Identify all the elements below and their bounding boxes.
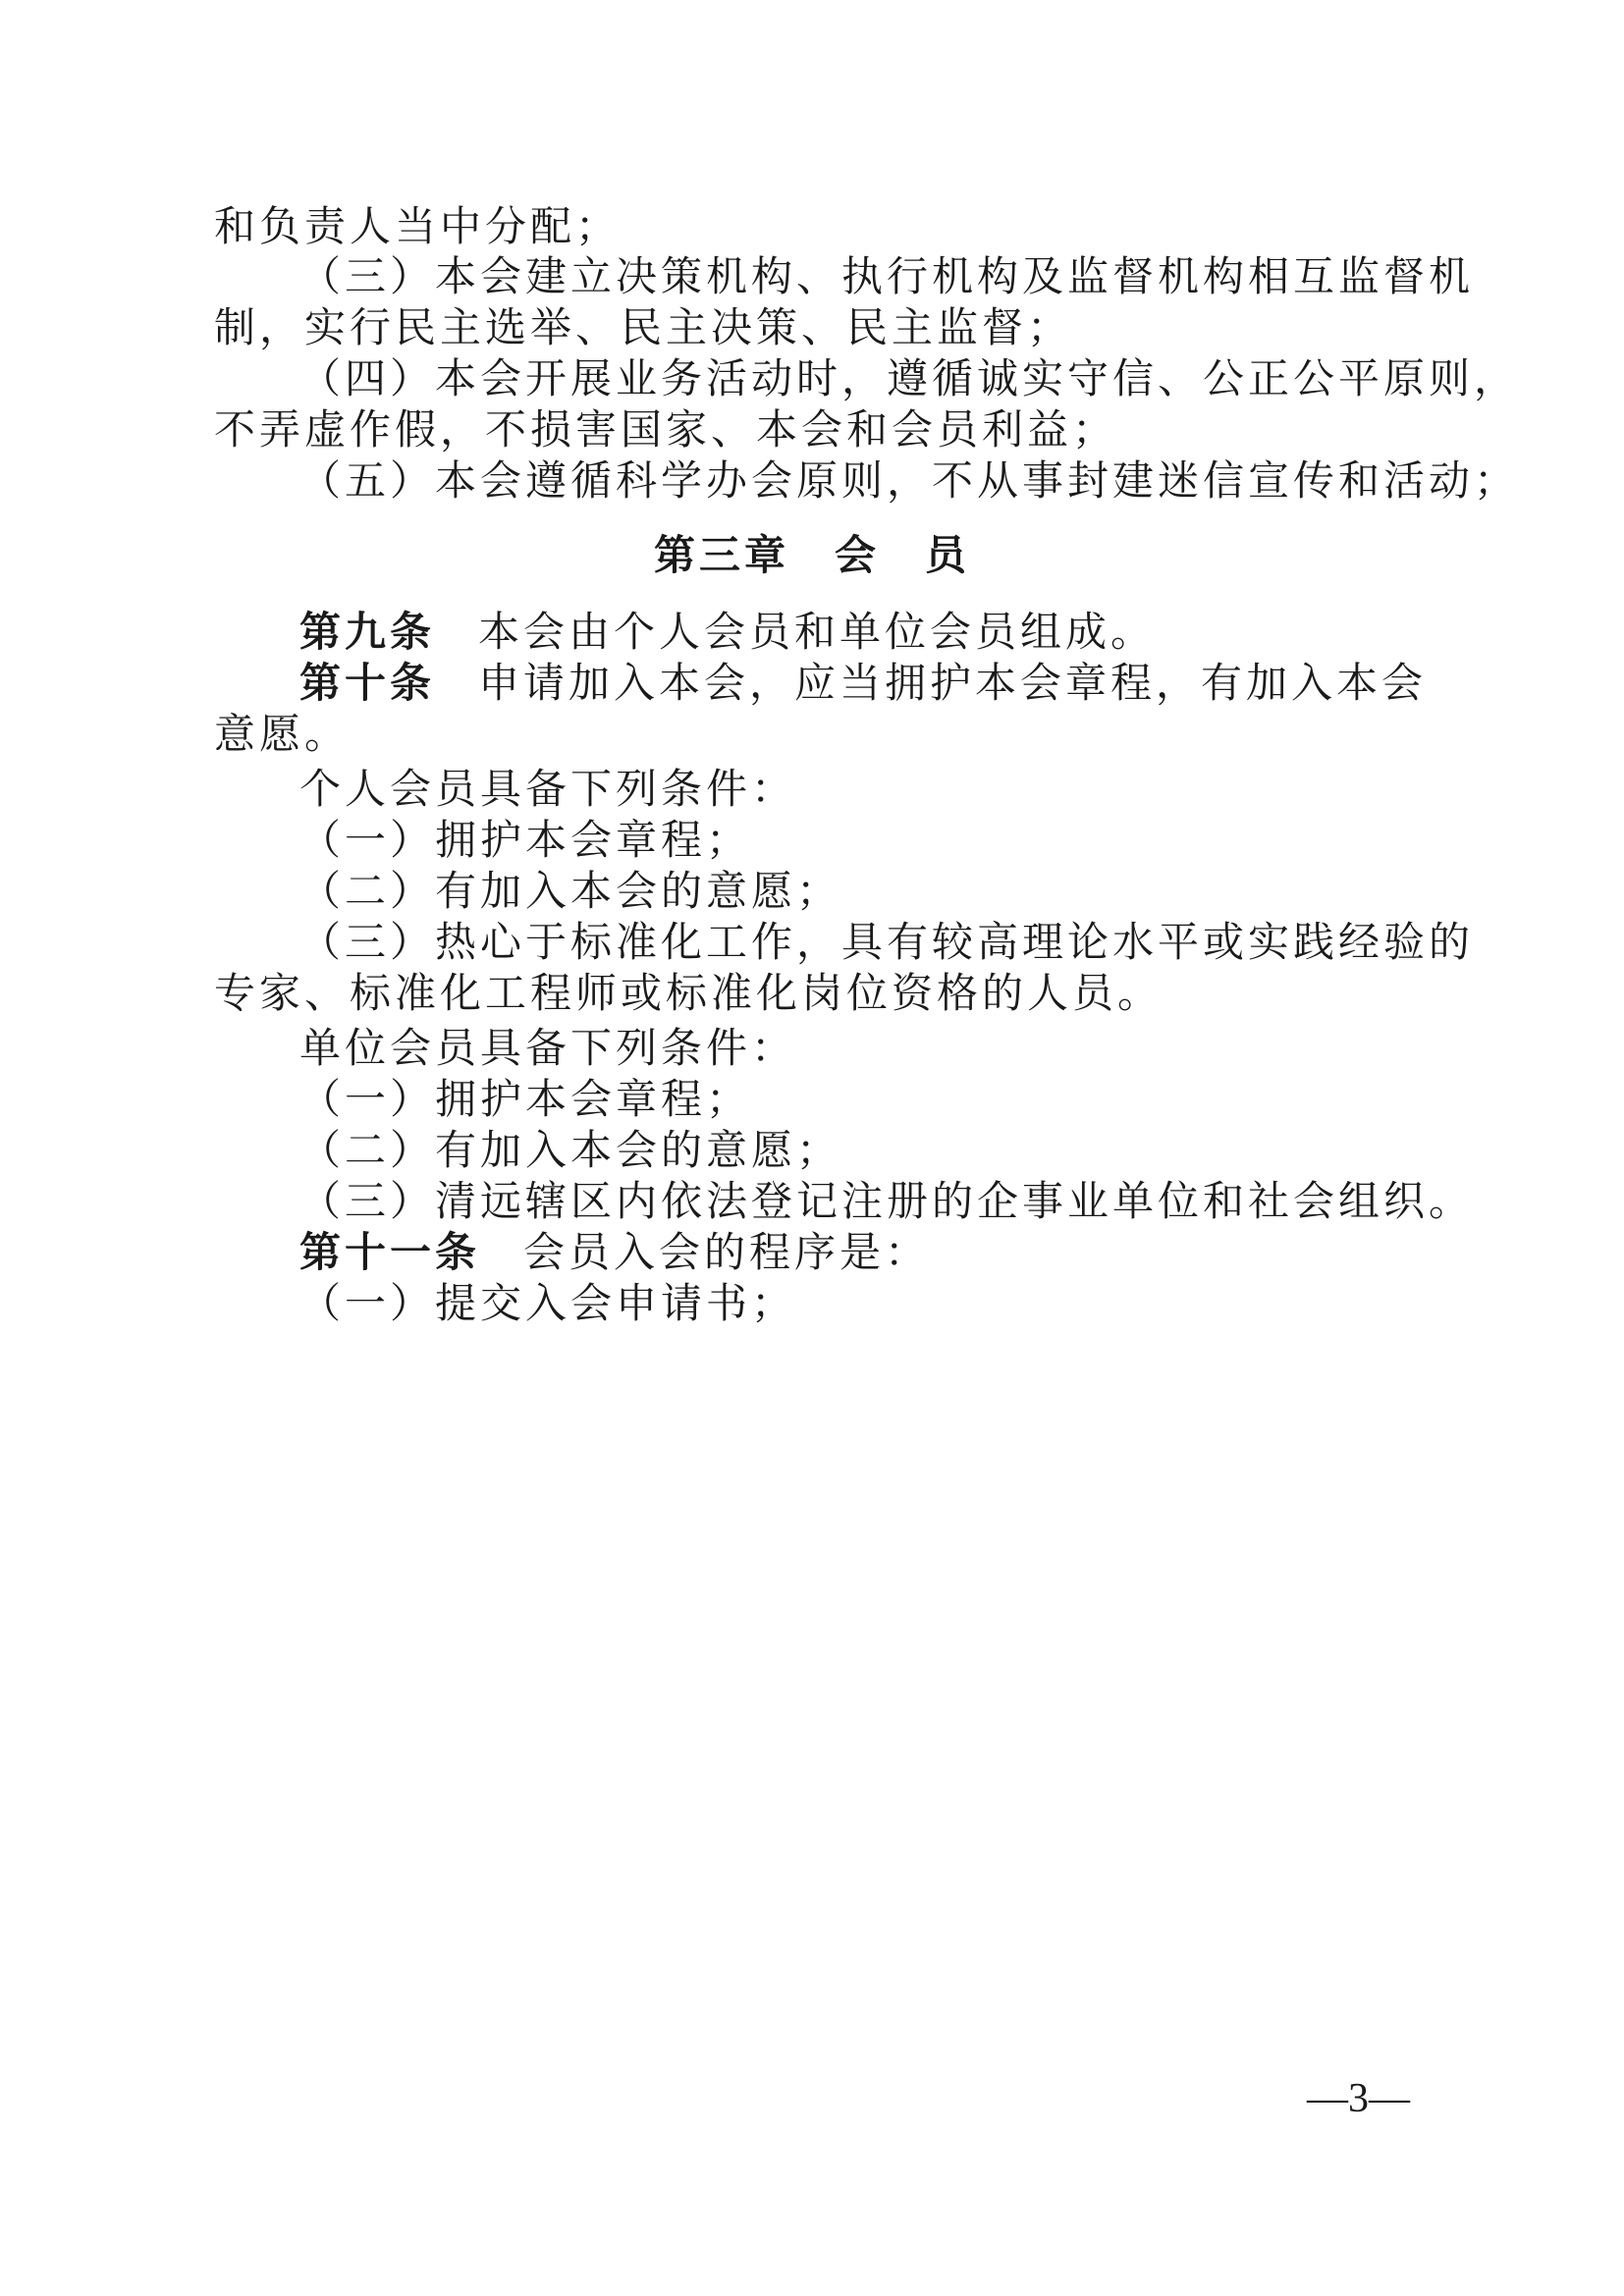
article-11 (299, 1227, 930, 1278)
list-item: （一）拥护本会章程； (299, 1075, 752, 1123)
article-text: 会员入会的程序是： (523, 1228, 931, 1276)
paragraph-line: 和负责人当中分配； (214, 202, 622, 250)
individual-intro: 个人会员具备下列条件： (299, 765, 797, 813)
list-item: （一）拥护本会章程； (299, 816, 752, 864)
article-9 (299, 607, 1156, 658)
list-item: （三）热心于标准化工作，具有较高理论水平或实践经验的 (299, 918, 1475, 966)
list-item: （二）有加入本会的意愿； (299, 867, 842, 915)
list-item: （二）有加入本会的意愿； (299, 1126, 842, 1174)
article-label: 第九条 (299, 608, 436, 656)
paragraph-line: 制，实行民主选举、民主决策、民主监督； (214, 303, 1073, 351)
article-text: 本会由个人会员和单位会员组成。 (478, 608, 1157, 656)
article-10 (299, 658, 1427, 709)
paragraph-line: （三）本会建立决策机构、执行机构及监督机构相互监督机 (299, 252, 1475, 300)
article-text: 申请加入本会，应当拥护本会章程，有加入本会 (478, 659, 1428, 707)
chapter-heading: 第三章 会 员 (653, 531, 970, 579)
unit-intro: 单位会员具备下列条件： (299, 1024, 797, 1072)
paragraph-line: （四）本会开展业务活动时，遵循诚实守信、公正公平原则， (299, 354, 1520, 402)
paragraph-line: 专家、标准化工程师或标准化岗位资格的人员。 (214, 969, 1164, 1017)
article-label: 第十一条 (299, 1228, 481, 1276)
list-item: （一）提交入会申请书； (299, 1279, 797, 1327)
paragraph-line: 不弄虚作假，不损害国家、本会和会员利益； (214, 405, 1118, 454)
paragraph-line: （五）本会遵循科学办会原则，不从事封建迷信宣传和活动； (299, 456, 1520, 505)
article-label: 第十条 (299, 659, 436, 707)
list-item: （三）清远辖区内依法登记注册的企事业单位和社会组织。 (299, 1177, 1475, 1225)
page-number: —3— (1307, 2076, 1410, 2121)
paragraph-line: 意愿。 (214, 710, 351, 758)
